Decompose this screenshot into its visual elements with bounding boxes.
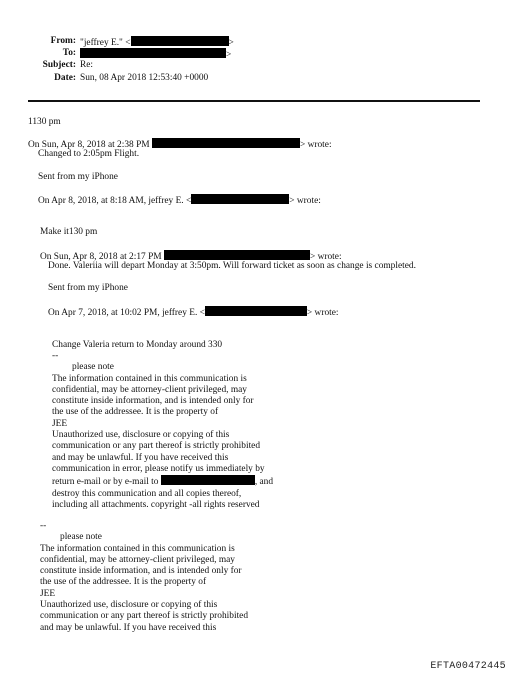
message-signature: Sent from my iPhone (38, 172, 118, 182)
disclaimer-block: -- please note The information contained in this communication is confidential, may be attorney-client privileged, may constitute inside information, and is intended only for the use of the addressee. It is the property of JEE Unauthorized use, disclosure or copying of this communication or any part thereof is strictly prohibited and may be unlawful. If you have received this (40, 521, 249, 633)
subject-value: Re: (80, 60, 94, 70)
message-attribution: On Apr 7, 2018, at 10:02 PM, jeffrey E. < > wrote: (48, 308, 339, 318)
message-body: Changed to 2:05pm Flight. (38, 149, 140, 159)
message-signature: Sent from my iPhone (48, 283, 128, 293)
message-body: Done. Valeriia will depart Monday at 3:50pm. Will forward ticket as soon as change is completed. (48, 261, 416, 271)
message-attribution: On Apr 8, 2018, at 8:18 AM, jeffrey E. < > wrote: (38, 196, 321, 206)
redaction-bar (191, 194, 289, 204)
date-label: Date: (54, 73, 76, 83)
bates-number: EFTA00472445 (430, 660, 506, 672)
message-body: Make it130 pm (40, 227, 98, 237)
date-value: Sun, 08 Apr 2018 12:53:40 +0000 (80, 73, 209, 83)
redaction-bar (152, 138, 300, 148)
from-label: From: (50, 36, 76, 46)
disclaimer-line-redacted: return e-mail or by e-mail to , and (52, 477, 274, 488)
to-label: To: (62, 48, 76, 58)
disclaimer-heading: please note (72, 362, 114, 373)
from-name: "jeffrey E." < (80, 38, 131, 48)
message-body: Change Valeria return to Monday around 330 (52, 340, 223, 350)
subject-label: Subject: (42, 60, 76, 70)
redaction-bar (164, 250, 310, 260)
redaction-bar (131, 36, 229, 46)
disclaimer-heading: please note (60, 532, 102, 543)
header-divider (28, 100, 480, 102)
to-value: > (80, 48, 231, 61)
signature-separator: -- (52, 351, 59, 361)
signature-separator: -- (40, 521, 47, 531)
redaction-bar (205, 306, 307, 316)
message-body: 1130 pm (28, 117, 61, 127)
redaction-bar (161, 475, 255, 485)
disclaimer-block: -- please note The information contained in this communication is confidential, may be attorney-client privileged, may constitute inside information, and is intended only for the use of the addressee. It is the property of JEE Unauthorized use, disclosure or copying of this communication or any part thereof is strictly prohibited and may be unlawful. If you have received this communication in error, please notify us immediately by return e-mail or by e-mail to , and destroy this communication and all copies thereof, including all attachments. copyright -all rights reserved (52, 351, 274, 510)
from-value: "jeffrey E." < > (80, 38, 234, 48)
message-attribution: On Sun, Apr 8, 2018 at 2:38 PM > wrote: (28, 140, 332, 150)
message-attribution: On Sun, Apr 8, 2018 at 2:17 PM > wrote: (40, 252, 342, 262)
redaction-bar (80, 48, 226, 58)
